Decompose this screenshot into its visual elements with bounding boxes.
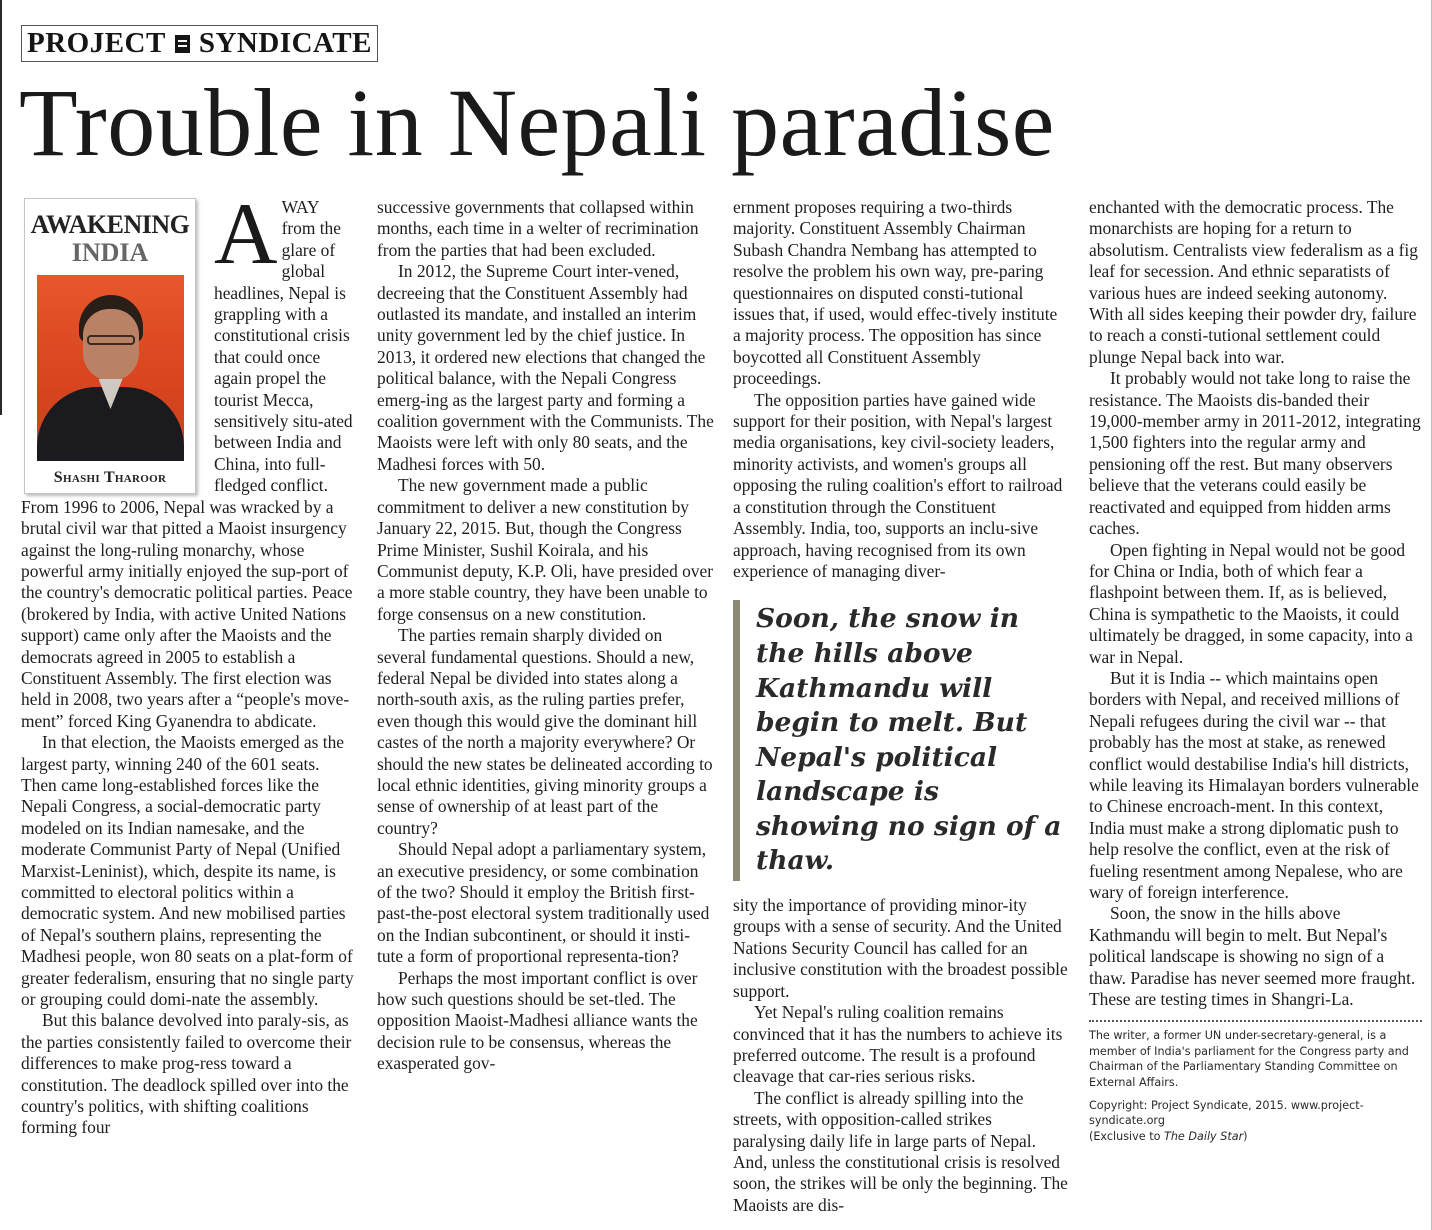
exclusive-suffix: ) bbox=[1243, 1129, 1248, 1143]
article-column-3 bbox=[733, 197, 1068, 1230]
copyright-text: Copyright: Project Syndicate, 2015. www.project-syndicate.org bbox=[1089, 1099, 1364, 1128]
column-kicker-line2: INDIA bbox=[71, 238, 149, 267]
paragraph: But this balance devolved into paraly-sis, as the parties consistently failed to overcome their differences to make prog-ress toward a constitution. The deadlock spilled over into the country's politics, with shifting coalitions forming four bbox=[21, 1010, 352, 1138]
paragraph: The parties remain sharply divided on several fundamental questions. Should a new, federal Nepal be divided into states along a north-south axis, as the ruling parties prefer, even though this would give the dominant hill castes of the north a majority everywhere? Or should the new states be delineated according to local ethnic identities, giving minority groups a sense of ownership of at least part of the country? bbox=[377, 625, 713, 838]
paragraph: enchanted with the democratic process. The monarchists are hoping for a return to absolutism. Centralists view federalism as a fig leaf for secession. And ethnic separatists of various hues are indeed seeking autonomy. With all sides keeping their powder dry, failure to reach a consti-tutional settlement could plunge Nepal back into war. bbox=[1089, 197, 1418, 367]
book-icon bbox=[175, 35, 190, 53]
headline: Trouble in Nepali paradise bbox=[19, 69, 1055, 176]
footnote-divider bbox=[1089, 1020, 1422, 1022]
author-bio-note: The writer, a former UN under-secretary-general, is a member of India's parliament for the Congress party and Chairman of the Parliamentary Standing Committee on External Affairs. bbox=[1089, 1029, 1409, 1089]
paragraph: Soon, the snow in the hills above Kathmandu will begin to melt. But Nepal's political landscape is showing no sign of a thaw. Paradise has never seemed more fraught. These are testing times in Shangri-La. bbox=[1089, 903, 1416, 1010]
article-column-4 bbox=[1089, 197, 1422, 1230]
paragraph: Should Nepal adopt a parliamentary system, an executive presidency, or some combination of the two? Should it employ the British first-past-the-post electoral system traditionally used on the Indian subcontinent, or should it insti-tute a form of proportional representa-tion? bbox=[377, 839, 710, 967]
paragraph: The opposition parties have gained wide support for their position, with Nepal's largest media organisations, key civil-society leaders, minority activists, and women's groups all opposing the ruling coalition's effort to railroad a constitution through the Constituent Assembly. India, too, supports an inclu-sive approach, having recognised from its own experience of managing diver- bbox=[733, 389, 1063, 581]
article-column-1 bbox=[21, 197, 357, 1230]
paragraph: Yet Nepal's ruling coalition remains convinced that it has the numbers to achieve its preferred outcome. The result is a profound cleavage that car-ries serious risks. bbox=[733, 1002, 1063, 1087]
paragraph: But it is India -- which maintains open borders with Nepal, and received millions of Nepali refugees during the civil war -- that probably has the most at stake, as renewed conflict would destabilise India's hill districts, while leaving its Himalayan borders vulnerable to Chinese encroach-ment. In this context, India must make a strong diplomatic push to help resolve the conflict, even at the risk of fueling resentment among Nepalese, who are wary of foreign interference. bbox=[1089, 667, 1419, 902]
lead-text: WAY from the glare of global headlines, Nepal is grappling with a constitutional crisis that could once again propel the tourist Mecca, sensitively situ-ated between India and China, into full-fledged conflict. bbox=[214, 197, 353, 496]
paragraph: Open fighting in Nepal would not be good for China or India, both of which fear a flashpoint between them. If, as is believed, China is sympathetic to the Maoists, it could ultimately be dragged, in some capacity, into a war in Nepal. bbox=[1089, 539, 1413, 667]
paragraph: It probably would not take long to raise the resistance. The Maoists dis-banded their 19,000-member army in 2011-2012, integrating 1,500 fighters into the regular army and pensioning off the rest. But many observers believe that the veterans could easily be reactivated and equipped from hidden arms caches. bbox=[1089, 368, 1421, 539]
pull-quote: Soon, the snow in the hills above Kathmandu will begin to melt. But Nepal's political landscape is showing no sign of a thaw. bbox=[733, 600, 1068, 881]
paragraph: Perhaps the most important conflict is over how such questions should be set-tled. The opposition Maoist-Madhesi alliance wants the decision rule to be consensus, whereas the exasperated gov- bbox=[377, 967, 698, 1074]
masthead-right-word: SYNDICATE bbox=[198, 27, 372, 59]
publication-name: The Daily Star bbox=[1164, 1129, 1244, 1143]
author-byline: Shashi Tharoor bbox=[53, 469, 167, 486]
paragraph: The conflict is already spilling into the streets, with opposition-called strikes paralysing daily life in large parts of Nepal. And, unless the constitutional crisis is resolved soon, the strikes will be only the beginning. The Maoists are dis- bbox=[733, 1087, 1068, 1215]
column-kicker-line1: AWAKENING bbox=[30, 210, 190, 239]
masthead-left-word: PROJECT bbox=[26, 27, 166, 59]
paragraph: From 1996 to 2006, Nepal was wracked by a brutal civil war that pitted a Maoist insurgency against the long-ruling monarchy, whose powerful army initially enjoyed the sup-port of the country's democratic political parties. Peace (brokered by India, with active United Nations support) came only after the Maoists and the democrats agreed in 2005 to establish a Constituent Assembly. The first election was held in 2008, two years after a “people's move-ment” forced King Gyanendra to abdicate. bbox=[21, 496, 353, 731]
masthead-logo bbox=[21, 25, 378, 62]
paragraph: successive governments that collapsed within months, each time in a welter of recrimination from the parties that had been excluded. bbox=[377, 197, 699, 260]
columnist-profile-box bbox=[24, 198, 196, 494]
article-column-2 bbox=[377, 197, 714, 1230]
paragraph: In 2012, the Supreme Court inter-vened, decreeing that the Constituent Assembly had outlasted its mandate, and installed an interim unity government led by the chief justice. In 2013, it ordered new elections that changed the political balance, with the Nepali Congress emerg-ing as the largest party and forming a coalition government with the Communists. The Maoists were left with only 80 seats, and the Madhesi forces with 50. bbox=[377, 261, 714, 474]
paragraph: In that election, the Maoists emerged as the largest party, winning 240 of the 601 seats. Then came long-established forces like the Nepali Congress, a social-democratic party modeled on its Indian namesake, and the moderate Communist Party of Nepal (Unified Marxist-Leninist), which, despite its name, is committed to electoral politics within a democratic system. And new mobilised parties of Nepal's southern plains, representing the Madhesi people, won 80 seats on a plat-form of greater federalism, ensuring that no single party or grouping could domi-nate the assembly. bbox=[21, 732, 354, 1010]
author-photo bbox=[37, 275, 184, 461]
paragraph: ernment proposes requiring a two-thirds majority. Constituent Assembly Chairman Subash Chandra Nembang has attempted to resolve the problem his own way, pre-paring questionnaires on disputed consti-tutional issues that, if used, would effec-tively institute a majority process. The opposition has since boycotted all Constituent Assembly proceedings. bbox=[733, 197, 1058, 389]
copyright-note bbox=[1089, 1098, 1422, 1144]
left-edge-rule bbox=[0, 0, 2, 415]
exclusive-prefix: (Exclusive to bbox=[1089, 1129, 1164, 1143]
paragraph: sity the importance of providing minor-ity groups with a sense of security. And the United Nations Security Council has called for an inclusive constitution with the broadest possible support. bbox=[733, 895, 1068, 1001]
paragraph: The new government made a public commitment to deliver a new constitution by January 22, 2015. But, though the Congress Prime Minister, Sushil Koirala, and his Communist deputy, K.P. Oli, have presided over a more stable country, they have been unable to forge consensus on a new constitution. bbox=[377, 475, 714, 624]
drop-cap: A bbox=[214, 197, 278, 283]
